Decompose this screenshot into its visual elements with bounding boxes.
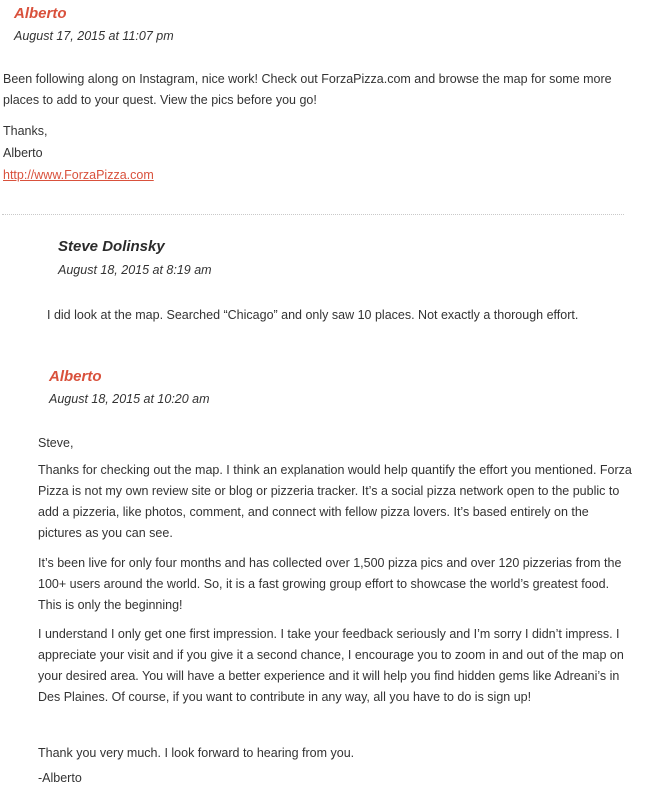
comment-paragraph: -Alberto [38,771,82,785]
comment-author-link[interactable]: Alberto [14,5,67,22]
comment-paragraph: I understand I only get one first impression. I take your feedback seriously and I’m sorry I didn’t impress. I appreciate your visit and if you give it a second chance, I encourage you to zoom in and out of the map on your desired area. You will have a better experience and it will help you find hidden gems like Adreani’s in Des Plaines. Of course, if you want to contribute in any way, all you have to do is sign up! [38,627,624,704]
comment-paragraph: Thank you very much. I look forward to hearing from you. [38,746,355,760]
comment-author-link[interactable]: Alberto [49,368,102,385]
comment-paragraph: Thanks for checking out the map. I think an explanation would help quantify the effort you mentioned. Forza Pizza is not my own review site or blog or pizzeria tracker. It’s a social pizza network open to the public to add a pizzeria, like photos, comment, and connect with fellow pizza lovers. It’s based entirely on the pictures as you can see. [38,463,632,540]
comment-paragraph: Been following along on Instagram, nice work! Check out ForzaPizza.com and browse the map for some more places to add to your quest. View the pics before you go! [3,72,612,107]
comment-paragraph: It’s been live for only four months and has collected over 1,500 pizza pics and over 120 pizzerias from the 100+ users around the world. So, it is a fast growing group effort to showcase the world’s greatest food. This is only the beginning! [38,556,622,612]
comment-author: Steve Dolinsky [58,238,165,255]
comment-paragraph: Alberto [3,146,43,160]
comment-divider [2,214,624,215]
comment-paragraph: Thanks, [3,124,48,138]
comment-paragraph: I did look at the map. Searched “Chicago” and only saw 10 places. Not exactly a thorough effort. [47,308,579,322]
comment-paragraph: Steve, [38,436,74,450]
comment-date[interactable]: August 17, 2015 at 11:07 pm [14,29,174,43]
forzapizza-link[interactable]: http://www.ForzaPizza.com [3,168,154,182]
comment-date[interactable]: August 18, 2015 at 10:20 am [49,392,210,406]
comment-date[interactable]: August 18, 2015 at 8:19 am [58,263,212,277]
